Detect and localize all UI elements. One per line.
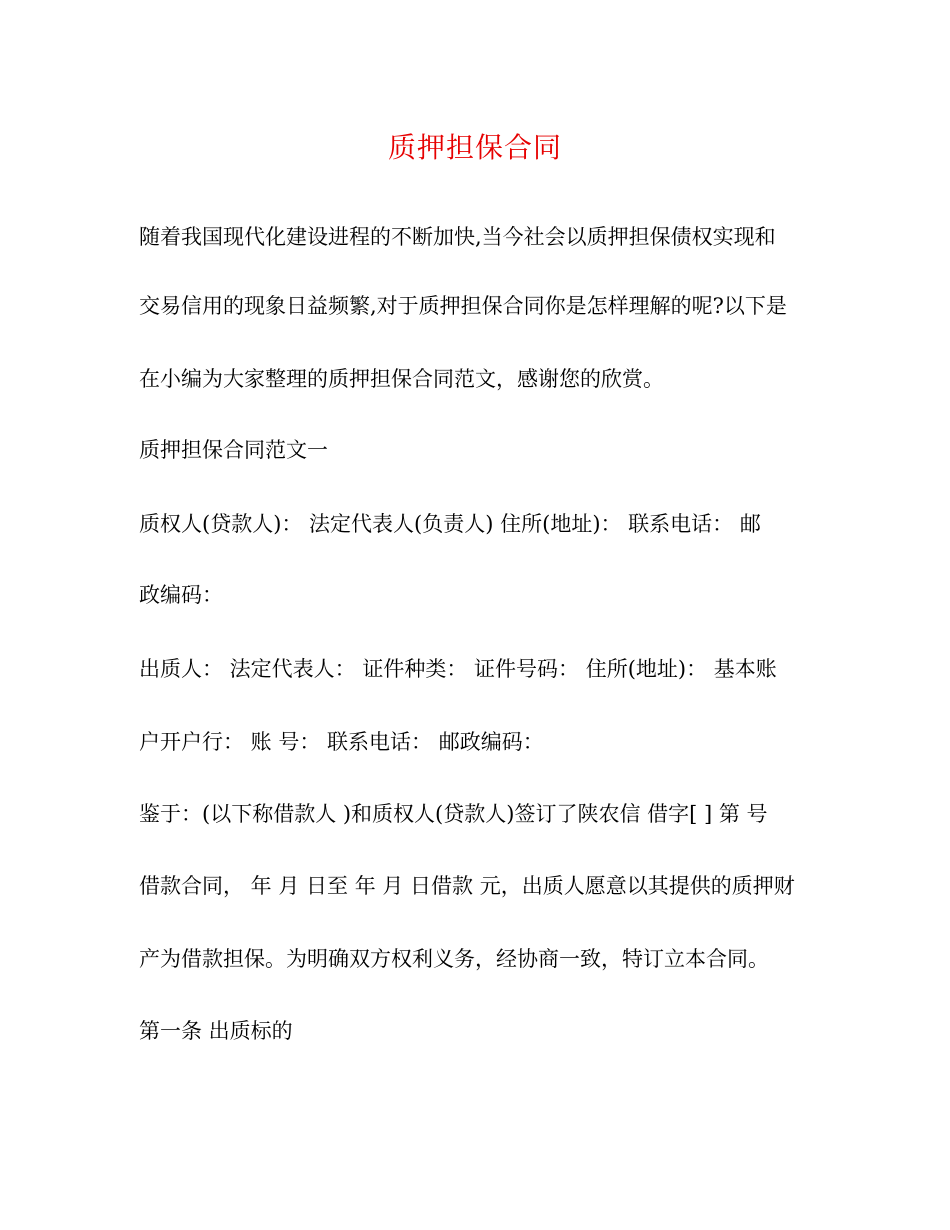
body-line-7: 出质人： 法定代表人： 证件种类： 证件号码： 住所(地址)： 基本账 bbox=[139, 657, 777, 681]
body-line-9: 鉴于：(以下称借款人 )和质权人(贷款人)签订了陕农信 借字[ ] 第 号 bbox=[139, 802, 768, 826]
body-line-10: 借款合同， 年 月 日至 年 月 日借款 元，出质人愿意以其提供的质押财 bbox=[139, 874, 795, 898]
document-title: 质押担保合同 bbox=[387, 131, 562, 164]
body-line-3: 在小编为大家整理的质押担保合同范文，感谢您的欣赏。 bbox=[139, 367, 664, 391]
body-line-11: 产为借款担保。为明确双方权利义务，经协商一致，特订立本合同。 bbox=[139, 947, 769, 971]
section-heading: 质押担保合同范文一 bbox=[139, 438, 328, 462]
body-line-5: 质权人(贷款人)： 法定代表人(负责人) 住所(地址)： 联系电话： 邮 bbox=[139, 512, 761, 536]
body-line-1: 随着我国现代化建设进程的不断加快,当今社会以质押担保债权实现和 bbox=[139, 225, 776, 249]
body-line-6: 政编码： bbox=[139, 583, 223, 607]
body-line-2: 交易信用的现象日益频繁,对于质押担保合同你是怎样理解的呢?以下是 bbox=[139, 294, 787, 318]
article-heading: 第一条 出质标的 bbox=[139, 1019, 293, 1043]
body-line-8: 户开户行： 账 号： 联系电话： 邮政编码： bbox=[139, 730, 544, 754]
